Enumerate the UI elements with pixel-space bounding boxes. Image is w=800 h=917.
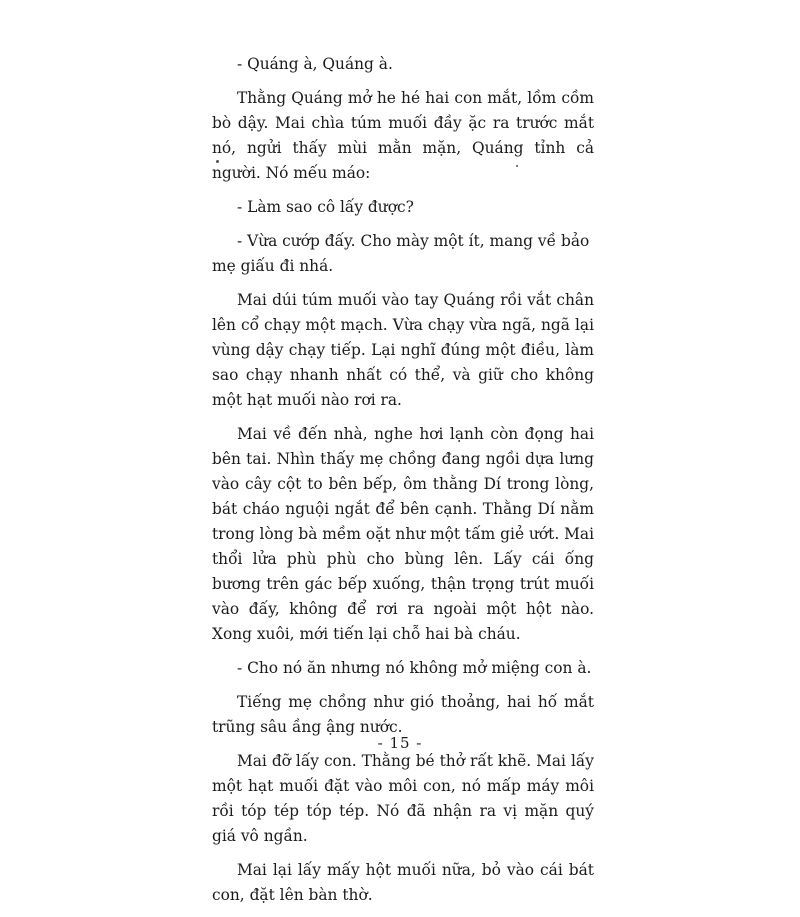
paragraph-dialogue: - Quáng à, Quáng à. bbox=[237, 55, 393, 73]
paragraph-dialogue: - Vừa cướp đấy. Cho mày một ít, mang về bảo mẹ giấu đi nhá. bbox=[212, 232, 590, 275]
paragraph-dialogue: - Làm sao cô lấy được? bbox=[237, 198, 414, 216]
print-speck bbox=[516, 165, 518, 167]
paragraph: Tiếng mẹ chồng như gió thoảng, hai hố mắt trũng sâu ầng ậng nước. bbox=[212, 693, 594, 736]
paragraph: Mai đỡ lấy con. Thằng bé thở rất khẽ. Mai lấy một hạt muối đặt vào môi con, nó mấp máy môi rồi tóp tép tóp tép. Nó đã nhận ra vị mặn quý giá vô ngần. bbox=[212, 752, 594, 845]
paragraph-dialogue: - Cho nó ăn nhưng nó không mở miệng con à. bbox=[237, 659, 592, 677]
paragraph: Mai dúi túm muối vào tay Quáng rồi vắt chân lên cổ chạy một mạch. Vừa chạy vừa ngã, ngã lại vùng dậy chạy tiếp. Lại nghĩ đúng một điều, làm sao chạy nhanh nhất có thể, và giữ cho không một hạt muối nào rơi ra. bbox=[212, 291, 594, 409]
paragraph: Thằng Quáng mở he hé hai con mắt, lồm cồm bò dậy. Mai chìa túm muối đầy ặc ra trước mắt nó, ngửi thấy mùi mằn mặn, Quáng tỉnh cả người. Nó mếu máo: bbox=[212, 89, 594, 182]
print-speck bbox=[216, 160, 219, 163]
paragraph: Mai lại lấy mấy hột muối nữa, bỏ vào cái bát con, đặt lên bàn thờ. bbox=[212, 861, 594, 904]
body-text bbox=[212, 52, 594, 917]
page-number: - 15 - bbox=[377, 734, 423, 752]
paragraph: Mai về đến nhà, nghe hơi lạnh còn đọng hai bên tai. Nhìn thấy mẹ chồng đang ngồi dựa lưng vào cây cột to bên bếp, ôm thằng Dí trong lòng, bát cháo nguội ngắt để bên cạnh. Thằng Dí nằm trong lòng bà mềm oặt như một tấm giẻ ướt. Mai thổi lửa phù phù cho bùng lên. Lấy cái ống bương trên gác bếp xuống, thận trọng trút muối vào đấy, không để rơi ra ngoài một hột nào. Xong xuôi, mới tiến lại chỗ hai bà cháu. bbox=[212, 425, 594, 643]
